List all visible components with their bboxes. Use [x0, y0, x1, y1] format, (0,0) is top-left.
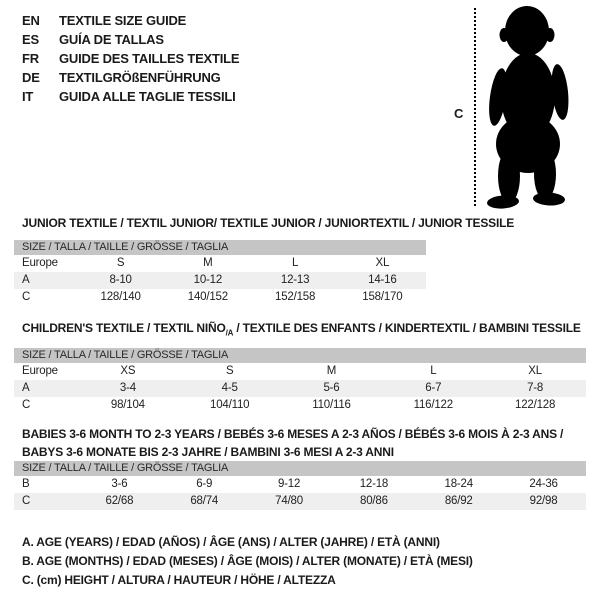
row-label: A: [22, 274, 30, 286]
table-header-bar: SIZE / TALLA / TAILLE / GRÖSSE / TAGLIA: [14, 461, 586, 476]
baby-silhouette-icon: [483, 4, 598, 210]
language-code: DE: [22, 70, 40, 85]
children-section-heading: [22, 320, 581, 342]
row-label: B: [22, 478, 30, 490]
cell-value: 5-6: [323, 382, 340, 394]
language-item: [22, 87, 239, 106]
cell-value: 68/74: [190, 495, 219, 507]
cell-value: 8-10: [109, 274, 132, 286]
legend-line-a: A. AGE (YEARS) / EDAD (AÑOS) / ÂGE (ANS) / ALTER (JAHRE) / ETÀ (ANNI): [22, 535, 440, 549]
table-header-bar: SIZE / TALLA / TAILLE / GRÖSSE / TAGLIA: [14, 240, 426, 255]
language-item: [22, 30, 239, 49]
cell-value: 24-36: [529, 478, 558, 490]
junior-section-heading: JUNIOR TEXTILE / TEXTIL JUNIOR/ TEXTILE JUNIOR / JUNIORTEXTIL / JUNIOR TESSILE: [22, 216, 515, 230]
junior-size-table: [14, 240, 426, 306]
cell-value: 116/122: [413, 399, 453, 411]
children-heading-sub: /A: [225, 328, 234, 338]
row-label: Europe: [22, 257, 58, 269]
cell-value: 3-4: [119, 382, 136, 394]
cell-value: XL: [528, 365, 542, 377]
row-label: Europe: [22, 365, 58, 377]
babies-heading-line2: BABYS 3-6 MONATE BIS 2-3 JAHRE / BAMBINI 3-6 MESI A 2-3 ANNI: [22, 444, 394, 459]
language-item: [22, 68, 239, 87]
cell-value: 6-9: [196, 478, 213, 490]
cell-value: 140/152: [187, 291, 228, 303]
children-size-table: [14, 348, 586, 414]
cell-value: 62/68: [105, 495, 134, 507]
cell-value: 128/140: [100, 291, 141, 303]
table-header-bar: SIZE / TALLA / TAILLE / GRÖSSE / TAGLIA: [14, 348, 586, 363]
table-row: [14, 289, 426, 306]
language-list: [22, 11, 239, 106]
language-code: EN: [22, 13, 40, 28]
row-label: A: [22, 382, 30, 394]
language-label: TEXTILE SIZE GUIDE: [59, 13, 187, 28]
baby-figure: [450, 4, 600, 210]
cell-value: 18-24: [444, 478, 473, 490]
language-item: [22, 11, 239, 30]
cell-value: L: [430, 365, 437, 377]
cell-value: M: [326, 365, 337, 377]
cell-value: 7-8: [527, 382, 544, 394]
row-label: C: [22, 291, 31, 303]
cell-value: 3-6: [111, 478, 128, 490]
language-code: FR: [22, 51, 39, 66]
cell-value: XS: [120, 365, 136, 377]
cell-value: 10-12: [193, 274, 223, 286]
height-measure-label: C: [454, 106, 464, 121]
cell-value: 86/92: [444, 495, 473, 507]
cell-value: 158/170: [362, 291, 403, 303]
legend-line-b: B. AGE (MONTHS) / EDAD (MESES) / ÂGE (MOIS) / ALTER (MONATE) / ETÀ (MESI): [22, 554, 473, 568]
cell-value: M: [203, 257, 213, 269]
table-row: [14, 476, 586, 493]
table-row: [14, 255, 426, 272]
babies-section-heading: [22, 426, 563, 461]
cell-value: 110/116: [312, 399, 351, 411]
cell-value: XL: [375, 257, 390, 269]
cell-value: 92/98: [529, 495, 558, 507]
children-heading-post: / TEXTILE DES ENFANTS / KINDERTEXTIL / BAMBINI TESSILE: [233, 321, 581, 335]
language-label: GUÍA DE TALLAS: [59, 32, 164, 47]
height-measure-line: [474, 8, 476, 206]
language-label: GUIDA ALLE TAGLIE TESSILI: [59, 89, 236, 104]
cell-value: L: [292, 257, 299, 269]
table-row: [14, 397, 586, 414]
measurement-legend: [22, 533, 473, 590]
cell-value: 152/158: [275, 291, 316, 303]
language-code: IT: [22, 89, 34, 104]
cell-value: 74/80: [275, 495, 303, 507]
babies-heading-line1: BABIES 3-6 MONTH TO 2-3 YEARS / BEBÉS 3-6 MESES A 2-3 AÑOS / BÉBÉS 3-6 MOIS À 2-3 ANS /: [22, 427, 564, 441]
cell-value: 98/104: [110, 399, 145, 411]
table-row: [14, 493, 586, 510]
cell-value: 12-13: [280, 274, 310, 286]
table-row: [14, 380, 586, 397]
language-label: GUIDE DES TAILLES TEXTILE: [59, 51, 240, 66]
cell-value: 14-16: [368, 274, 397, 286]
cell-value: 6-7: [425, 382, 442, 394]
children-heading-pre: CHILDREN'S TEXTILE / TEXTIL NIÑO: [22, 321, 226, 335]
language-label: TEXTILGRÖßENFÜHRUNG: [59, 70, 221, 85]
cell-value: 4-5: [221, 382, 238, 394]
cell-value: S: [225, 365, 234, 377]
cell-value: 80/86: [360, 495, 388, 507]
cell-value: 104/110: [210, 399, 250, 411]
babies-size-table: [14, 461, 586, 510]
table-row: [14, 272, 426, 289]
table-row: [14, 363, 586, 380]
cell-value: 122/128: [515, 399, 556, 411]
language-item: [22, 49, 239, 68]
cell-value: S: [116, 257, 125, 269]
row-label: C: [22, 495, 31, 507]
cell-value: 12-18: [359, 478, 389, 490]
legend-line-c: C. (cm) HEIGHT / ALTURA / HAUTEUR / HÖHE / ALTEZZA: [22, 573, 336, 587]
language-code: ES: [22, 32, 39, 47]
cell-value: 9-12: [277, 478, 301, 490]
row-label: C: [22, 399, 31, 411]
